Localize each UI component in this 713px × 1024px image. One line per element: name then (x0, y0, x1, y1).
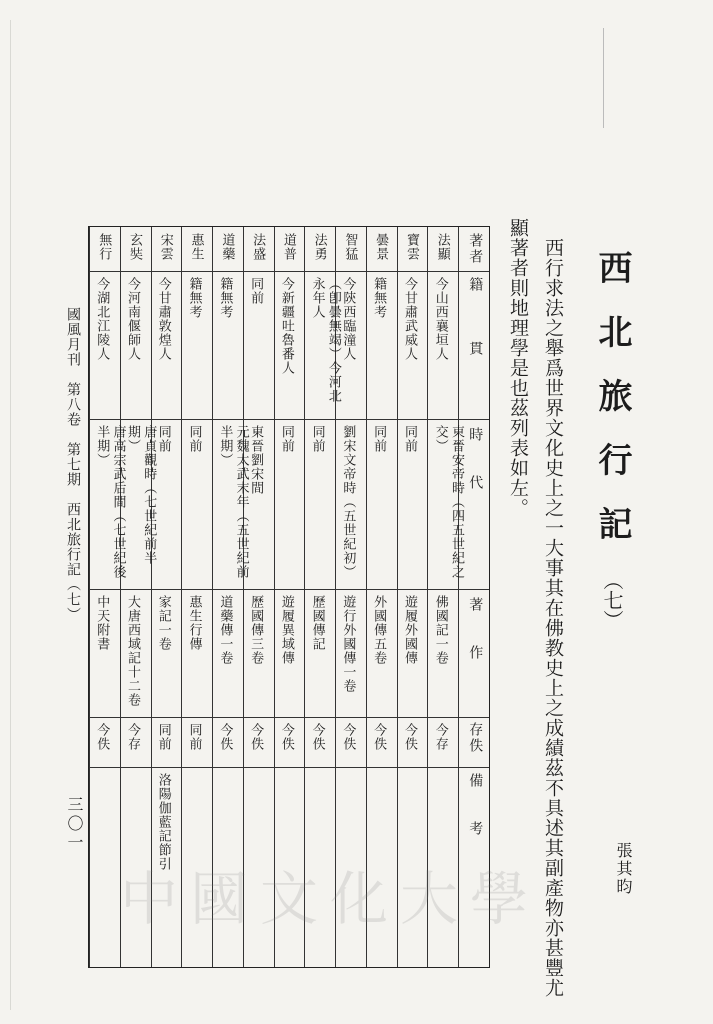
cell-origin: 今新疆吐魯番人 (278, 277, 294, 375)
cell-era: 同前 (401, 425, 417, 453)
cell-author: 法勇 (311, 233, 327, 261)
header-status: 存佚 (467, 722, 484, 754)
cell-work: 道藥傳一卷 (217, 595, 233, 665)
cell-era: 同前 (278, 425, 294, 453)
cell-origin: 今甘肅敦煌人 (155, 277, 171, 361)
author-name: 張其昀 (614, 842, 633, 896)
cell-author: 玄奘 (127, 233, 143, 261)
cell-author: 曇景 (373, 233, 389, 261)
cell-origin: （卽曇無竭）今河北永年人 (309, 277, 341, 403)
cell-status: 今佚 (217, 723, 233, 751)
cell-work: 遊履外國傳 (401, 595, 417, 665)
cell-author: 惠生 (188, 233, 204, 261)
cell-work: 中天附書 (94, 595, 110, 651)
cell-work: 外國傳五卷 (371, 595, 387, 665)
cell-era: 同前 (371, 425, 387, 453)
cell-origin: 今河南偃師人 (125, 277, 141, 361)
cell-status: 今佚 (278, 723, 294, 751)
cell-author: 智猛 (342, 233, 358, 261)
cell-status: 今佚 (401, 723, 417, 751)
cell-origin: 籍無考 (186, 277, 202, 319)
article-title-text: 西北旅行記 (592, 250, 632, 570)
article-title (588, 250, 637, 630)
cell-status: 同前 (155, 723, 171, 751)
table-row (89, 227, 126, 967)
cell-author: 宋雲 (157, 233, 173, 261)
page-number: 三〇一 (65, 796, 84, 853)
cell-work: 佛國記一卷 (432, 595, 448, 665)
cell-status: 今存 (125, 723, 141, 751)
cell-era: 同前 (186, 425, 202, 453)
header-era: 時 代 (467, 427, 484, 491)
cell-status: 今佚 (248, 723, 264, 751)
cell-work: 遊履異域傳 (278, 595, 294, 665)
cell-work: 大唐西域記十二卷 (125, 595, 141, 707)
cell-work: 家記一卷 (155, 595, 171, 651)
cell-author: 法盛 (250, 233, 266, 261)
cell-author: 寶雲 (403, 233, 419, 261)
cell-origin: 今湖北江陵人 (94, 277, 110, 361)
cell-origin: 籍無考 (217, 277, 233, 319)
cell-status: 今存 (432, 723, 448, 751)
intro-line-2: 顯著者則地理學是也茲列表如左。 (507, 218, 529, 518)
article-title-number: （七） (600, 570, 624, 630)
cell-work: 遊行外國傳一卷 (340, 595, 356, 693)
cell-status: 今佚 (340, 723, 356, 751)
cell-origin: 同前 (248, 277, 264, 305)
cell-status: 今佚 (94, 723, 110, 751)
cell-era: 唐高宗武后間（七世紀後半期） (94, 425, 126, 579)
cell-author: 無行 (96, 233, 112, 261)
cell-notes: 洛陽伽藍記節引 (155, 773, 171, 871)
cell-status: 今佚 (371, 723, 387, 751)
cell-era: 東晉劉宋間 (248, 425, 264, 495)
cell-author: 道普 (280, 233, 296, 261)
cell-era: 唐貞觀時（七世紀前半期） (125, 425, 157, 565)
cell-origin: 今陝西臨潼人 (340, 277, 356, 361)
cell-era: 劉宋文帝時（五世紀初） (340, 425, 356, 579)
cell-era: 同前 (309, 425, 325, 453)
header-work: 著 作 (467, 597, 484, 661)
watermark: 中國文化大學 (120, 865, 541, 933)
cell-status: 同前 (186, 723, 202, 751)
cell-work: 歷國傳三卷 (248, 595, 264, 665)
journal-footer: 國風月刊 第八卷 第七期 西北旅行記（七） (65, 307, 81, 622)
cell-work: 歷國傳記 (309, 595, 325, 651)
margin-line (603, 28, 604, 128)
header-author: 著者 (467, 233, 484, 265)
header-origin: 籍 貫 (467, 277, 484, 357)
cell-origin: 籍無考 (371, 277, 387, 319)
cell-era: 同前 (155, 425, 171, 453)
intro-line-1: 西行求法之舉爲世界文化史上之一大事其在佛教史上之成績茲不具述其副產物亦甚豐尤 (542, 238, 564, 998)
cell-author: 法顯 (434, 233, 450, 261)
cell-work: 惠生行傳 (186, 595, 202, 651)
cell-era: 元魏太武末年（五世紀前半期） (217, 425, 249, 579)
header-notes: 備 考 (467, 773, 484, 837)
cell-status: 今佚 (309, 723, 325, 751)
cell-origin: 今山西襄垣人 (432, 277, 448, 361)
cell-origin: 今甘肅武威人 (401, 277, 417, 361)
cell-author: 道藥 (219, 233, 235, 261)
page-edge-line (10, 20, 11, 1010)
cell-era: 東晉安帝時（四五世紀之交） (432, 425, 464, 579)
